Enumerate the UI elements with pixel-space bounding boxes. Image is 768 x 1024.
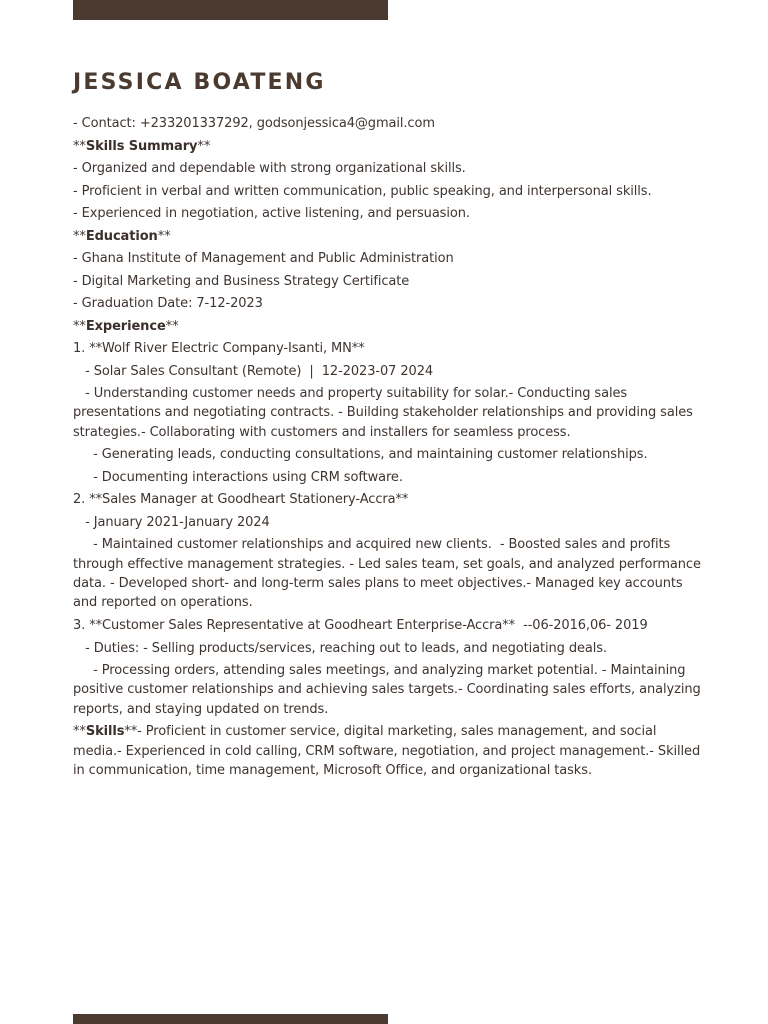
job-description: - Processing orders, attending sales meetings, and analyzing market potential. - Maintaining positive customer relationships and achieving sales targets.- Coordinating sales efforts, analyzing reports, and staying updated on trends.: [73, 663, 705, 717]
education-heading: [73, 227, 703, 246]
skills-paragraph: [73, 722, 703, 780]
heading-title: Experience: [85, 318, 166, 334]
contact-line: - Contact: +233201337292, godsonjessica4@gmail.com: [73, 116, 435, 131]
job-title: 3. **Customer Sales Representative at Goodheart Enterprise-Accra** --06-2016,06- 2019: [73, 618, 648, 634]
heading-marker: **: [165, 318, 179, 334]
skills-heading: Skills: [85, 724, 125, 740]
education-item: - Ghana Institute of Management and Public Administration: [73, 251, 454, 266]
job-title: 2. **Sales Manager at Goodheart Stationery-Accra**: [73, 492, 409, 508]
heading-marker: **: [73, 724, 86, 740]
heading-title: Skills Summary: [85, 138, 198, 154]
education-item: - Graduation Date: 7-12-2023: [73, 296, 263, 311]
skills-summary-item: - Organized and dependable with strong organizational skills.: [73, 161, 466, 176]
heading-title: Education: [85, 228, 158, 244]
resume-body: [73, 68, 703, 784]
job-detail: - Documenting interactions using CRM software.: [73, 469, 403, 485]
candidate-name: JESSICA BOATENG: [73, 70, 326, 95]
job-role: - Solar Sales Consultant (Remote) | 12-2023-07 2024: [73, 363, 434, 379]
heading-marker: **: [157, 228, 171, 244]
skills-text: - Proficient in customer service, digital marketing, sales management, and social media.- Experienced in cold calling, CRM software, negotiation, and project management.- Skilled in communication, time management, Microsoft Office, and organizational tasks.: [73, 724, 705, 779]
job-description: - Understanding customer needs and property suitability for solar.- Conducting sales presentations and negotiating contracts. - Building stakeholder relationships and providing sales strategies.- Collaborating with customers and installers for seamless process.: [73, 386, 697, 440]
job-title: 1. **Wolf River Electric Company-Isanti, MN**: [73, 341, 365, 356]
skills-summary-heading: [73, 137, 703, 156]
heading-marker: **: [124, 724, 138, 740]
job-role: - January 2021-January 2024: [73, 514, 270, 530]
skills-summary-item: - Experienced in negotiation, active listening, and persuasion.: [73, 206, 470, 221]
heading-marker: **: [197, 138, 211, 154]
heading-marker: **: [73, 318, 86, 334]
skills-summary-item: - Proficient in verbal and written communication, public speaking, and interpersonal skills.: [73, 183, 652, 199]
job-detail: - Generating leads, conducting consultations, and maintaining customer relationships.: [73, 447, 648, 463]
heading-marker: **: [73, 228, 86, 244]
job-role: - Duties: - Selling products/services, reaching out to leads, and negotiating deals.: [73, 640, 607, 656]
heading-marker: **: [73, 138, 86, 154]
top-accent-bar: [73, 0, 388, 20]
job-description: - Maintained customer relationships and acquired new clients. - Boosted sales and profits through effective management strategies. - Led sales team, set goals, and analyzed performance data. - Developed short- and long-term sales plans to meet objectives.- Managed key accounts and reported on operations.: [73, 537, 705, 611]
bottom-accent-bar: [73, 1014, 388, 1024]
education-item: - Digital Marketing and Business Strategy Certificate: [73, 273, 410, 289]
experience-heading: [73, 317, 703, 336]
